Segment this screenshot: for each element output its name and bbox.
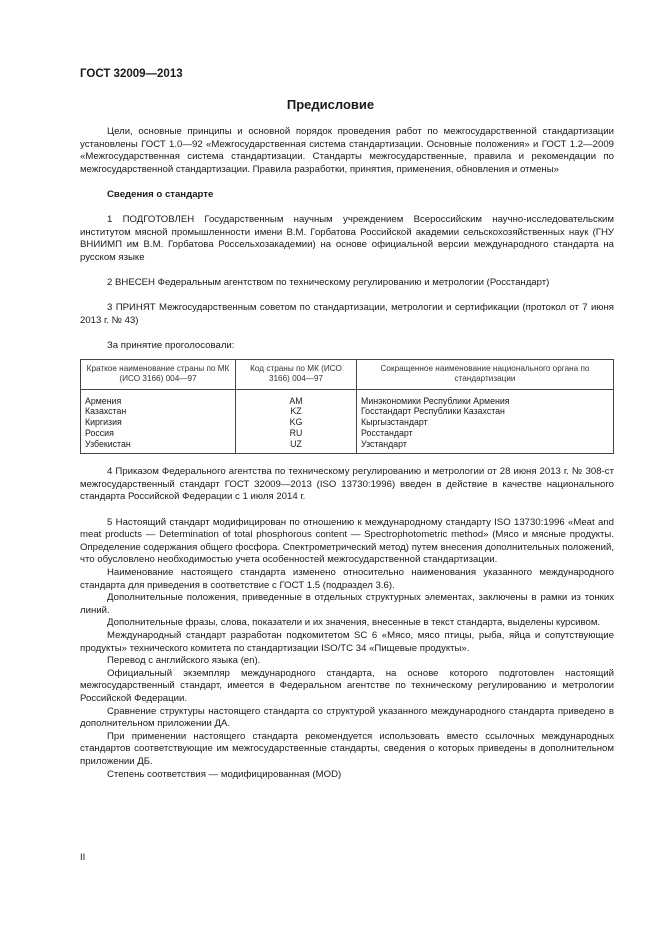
para-phrases: Дополнительные фразы, слова, показатели и их значения, внесенные в текст стандарта, выделены курсивом.: [107, 617, 601, 629]
country-cell: Казахстан: [81, 406, 236, 417]
para-additional: Дополнительные положения, приведенные в отдельных структурных элементах, заключены в рамки из тонких линий.: [80, 592, 614, 616]
para-comparison: Сравнение структуры настоящего стандарта со структурой указанного международного стандарта приведено в дополнительном приложении ДА.: [80, 705, 614, 730]
standard-info-subhead: Сведения о стандарте: [107, 188, 214, 200]
body-cell: Росстандарт: [361, 428, 413, 439]
item-enacted: 4 Приказом Федерального агентства по техническому регулированию и метрологии от 28 июня 2013 г. № 308-ст межгосударственный стандарт ГОСТ 32009—2013 (ISO 13730:1996) введен в действие в качестве национального стандарта Российской Федерации с 1 июля 2014 г.: [80, 466, 614, 503]
code-cell: KZ: [236, 406, 357, 417]
table-row: [81, 406, 614, 417]
item-adopted: 3 ПРИНЯТ Межгосударственным советом по стандартизации, метрологии и сертификации (протокол от 7 июня 2013 г. № 43): [80, 302, 614, 326]
table-header-body: Сокращенное наименование национального органа по стандартизации: [357, 359, 614, 389]
item-prepared: 1 ПОДГОТОВЛЕН Государственным научным учреждением Всероссийским научно-исследовательским институтом мясной промышленности имени В.М. Горбатова Российской академии сельскохозяйственных наук (ГНУ ВНИИМП им В.М. Горбатова Россельхозакадемии) на основе официальной версии международного стандарта на русском языке: [80, 214, 614, 263]
body-cell: Госстандарт Республики Казахстан: [361, 406, 505, 417]
code-cell: KG: [236, 417, 357, 428]
country-cell: Узбекистан: [81, 439, 236, 453]
table-header-code: Код страны по МК (ИСО 3166) 004—97: [236, 359, 357, 389]
para-degree: Степень соответствия — модифицированная (MOD): [107, 768, 342, 780]
table-row: [81, 389, 614, 406]
table-row: [81, 417, 614, 428]
item-submitted: 2 ВНЕСЕН Федеральным агентством по техническому регулированию и метрологии (Росстандарт): [107, 277, 550, 289]
voting-table: [80, 359, 614, 454]
para-developed: Международный стандарт разработан подкомитетом SC 6 «Мясо, мясо птицы, рыба, яйца и сопутствующие продукты» технического комитета по стандартизации ISO/TC 34 «Пищевые продукты».: [80, 629, 614, 654]
para-name-change: Наименование настоящего стандарта изменено относительно наименования указанного международного стандарта для приведения в соответствие с ГОСТ 1.5 (подраздел 3.6).: [80, 567, 614, 591]
table-header-country: Краткое наименование страны по МК (ИСО 3166) 004—97: [81, 359, 236, 389]
page-number: II: [80, 852, 86, 863]
para-application: При применении настоящего стандарта рекомендуется использовать вместо ссылочных международных стандартов соответствующие им межгосударственные стандарты, сведения о которых приведены в дополнительном приложении ДБ.: [80, 730, 614, 767]
table-row: [81, 428, 614, 439]
para-translation: Перевод с английского языка (en).: [107, 655, 261, 667]
country-cell: Киргизия: [81, 417, 236, 428]
code-cell: AM: [236, 389, 357, 406]
country-cell: Россия: [81, 428, 236, 439]
vote-intro: За принятие проголосовали:: [107, 340, 235, 352]
body-cell: Кыргызстандарт: [361, 417, 428, 428]
para-official-copy: Официальный экземпляр международного стандарта, на основе которого подготовлен настоящий межгосударственный стандарт, имеется в Федеральном агентстве по техническому регулированию и метрологии Российской Федерации.: [80, 667, 614, 704]
body-cell: Узстандарт: [361, 438, 407, 449]
item-modified: 5 Настоящий стандарт модифицирован по отношению к международному стандарту ISO 13730:1996 «Meat and meat products — Determination of total phosphorous content — Spectrophotometric method» (Мясо и мясные продукты. Определение содержания общего фосфора. Спектрометрический метод) путем внесения дополнительных положений, что обусловлено необходимостью учета особенностей межгосударственной стандартизации.: [80, 516, 614, 566]
code-cell: RU: [236, 428, 357, 439]
body-cell: Минэкономики Республики Армения: [361, 395, 510, 406]
country-cell: Армения: [81, 389, 236, 406]
document-body: [80, 126, 614, 781]
section-title: Предисловие: [286, 97, 375, 112]
code-cell: UZ: [236, 439, 357, 453]
document-header: ГОСТ 32009—2013: [80, 68, 183, 80]
table-row: [81, 439, 614, 453]
intro-paragraph: Цели, основные принципы и основной порядок проведения работ по межгосударственной стандартизации установлены ГОСТ 1.0—92 «Межгосударственная система стандартизации. Основные положения» и ГОСТ 1.2—2009 «Межгосударственная система стандартизации. Стандарты межгосударственные, правила и рекомендации по межгосударственной стандартизации. Правила разработки, принятия, применения, обновления и отмены»: [80, 126, 614, 175]
